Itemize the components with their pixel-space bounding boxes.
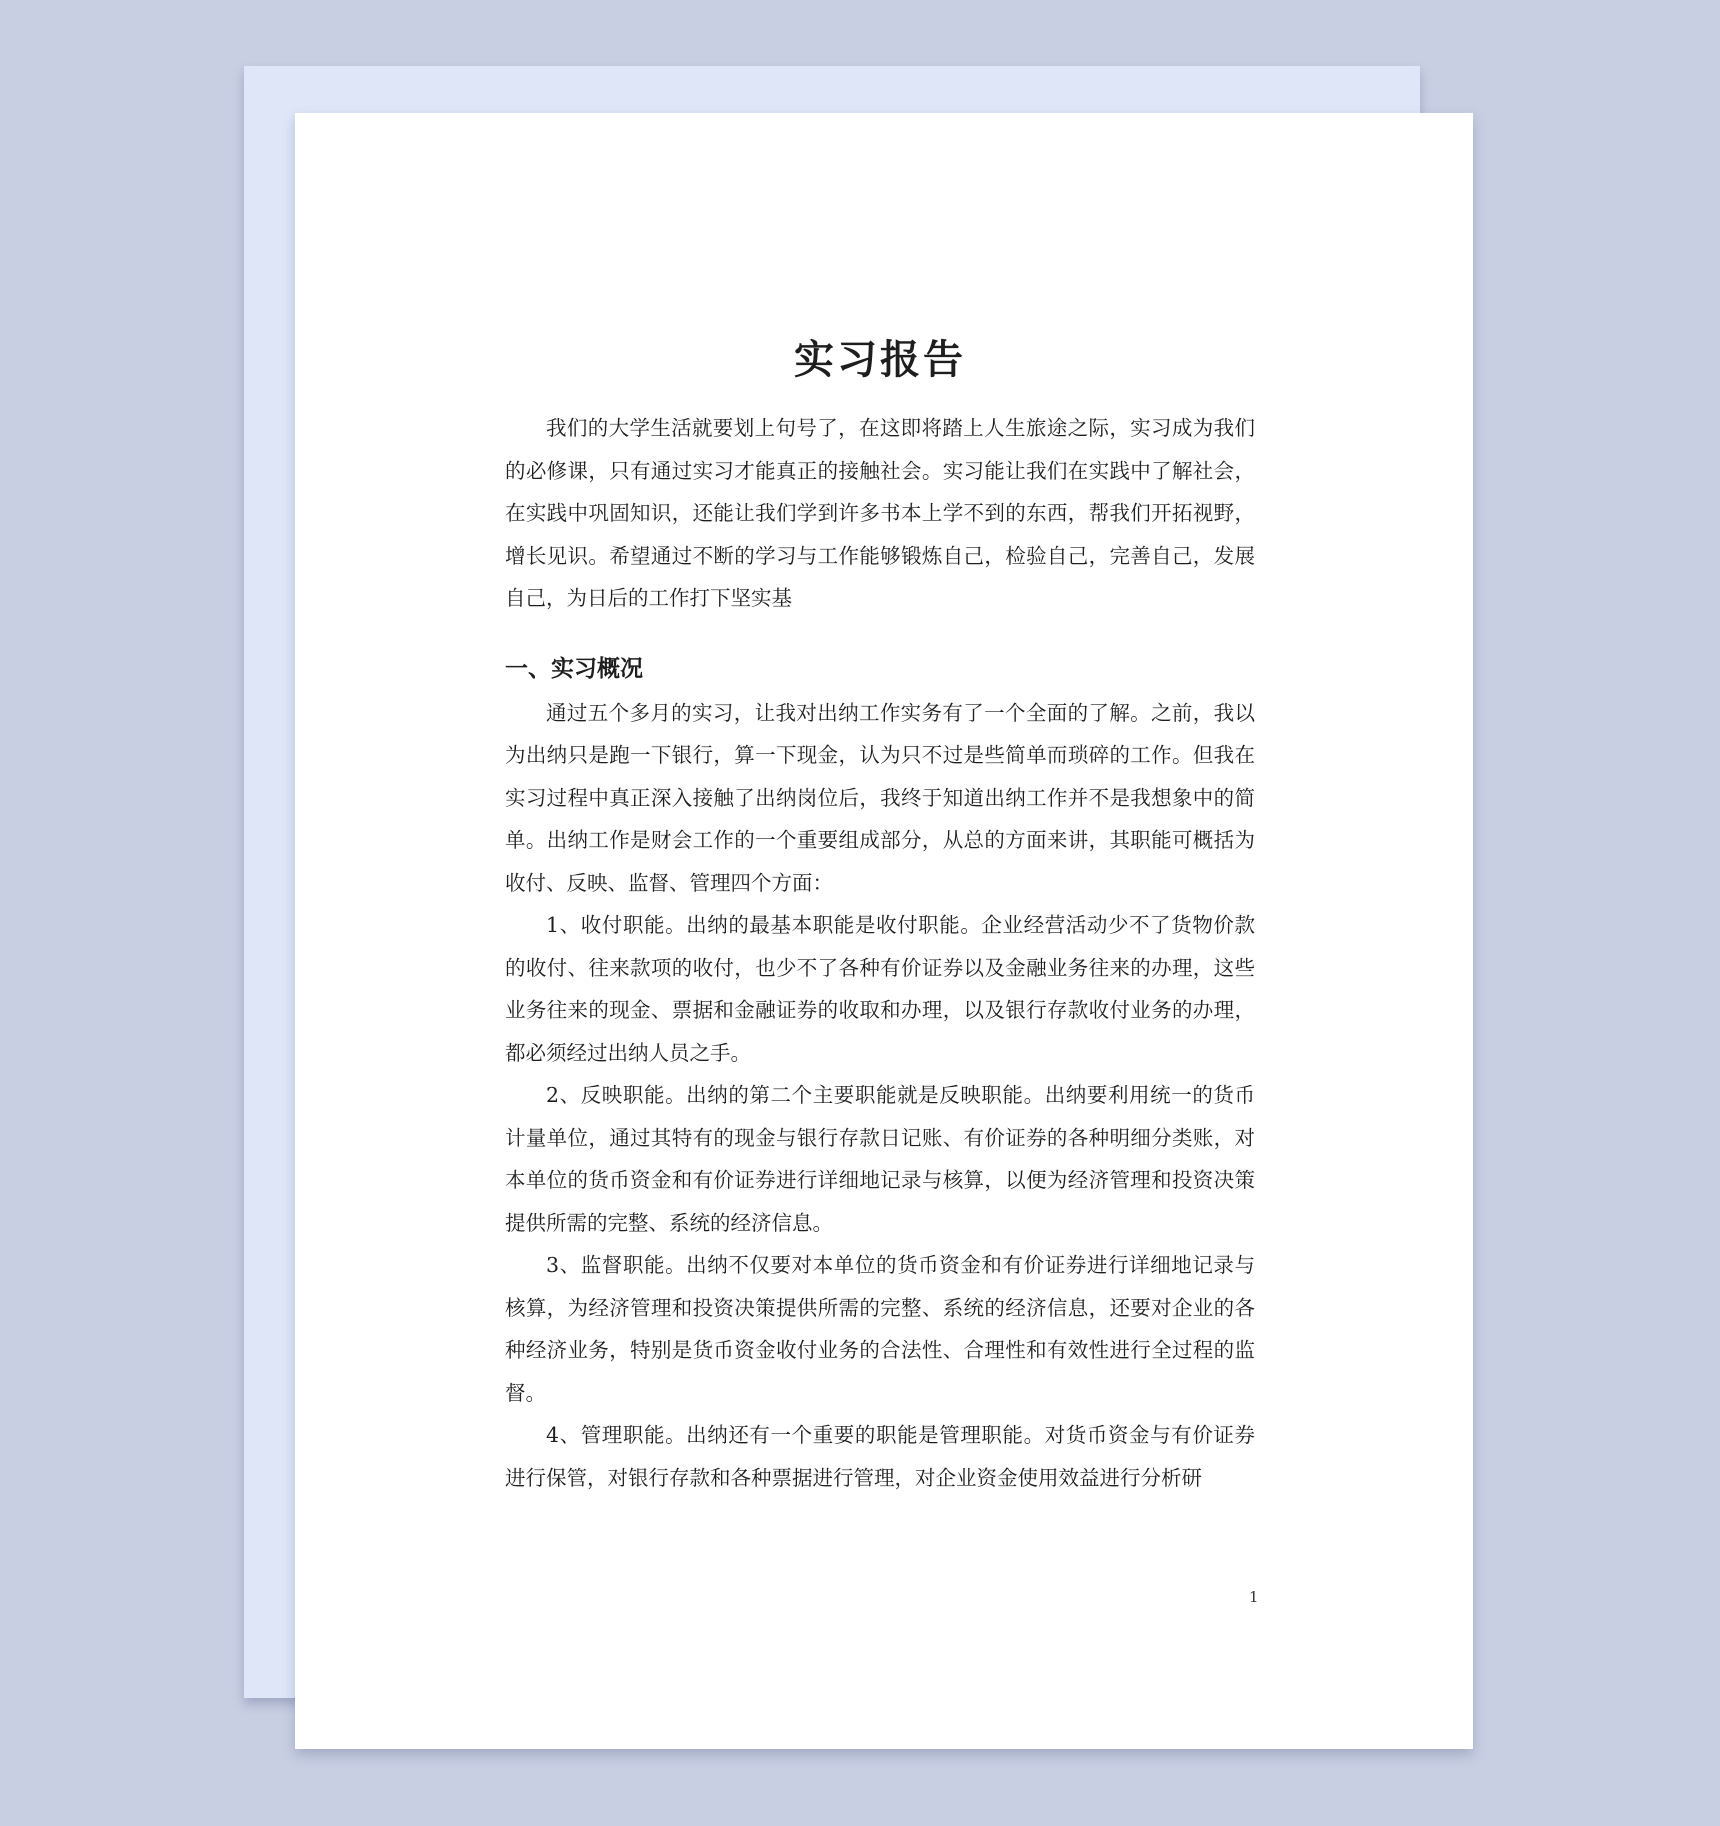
document-title: 实习报告 [794,336,966,383]
section-paragraph-collection-function: 1、收付职能。出纳的最基本职能是收付职能。企业经营活动少不了货物价款的收付、往来款项的收付，也少不了各种有价证券以及金融业务往来的办理，这些业务往来的现金、票据和金融证券的收取和办理，以及银行存款收付业务的办理，都必须经过出纳人员之手。 [505,913,1255,1065]
section-paragraph-reporting-function: 2、反映职能。出纳的第二个主要职能就是反映职能。出纳要利用统一的货币计量单位，通过其特有的现金与银行存款日记账、有价证券的各种明细分类账，对本单位的货币资金和有价证券进行详细地记录与核算，以便为经济管理和投资决策提供所需的完整、系统的经济信息。 [505,1083,1255,1235]
page-content [505,333,1255,1499]
document-page [295,113,1473,1749]
page-number: 1 [1249,1588,1259,1606]
section-paragraph-supervision-function: 3、监督职能。出纳不仅要对本单位的货币资金和有价证券进行详细地记录与核算，为经济管理和投资决策提供所需的完整、系统的经济信息，还要对企业的各种经济业务，特别是货币资金收付业务的合法性、合理性和有效性进行全过程的监督。 [505,1253,1255,1405]
intro-paragraph: 我们的大学生活就要划上句号了，在这即将踏上人生旅途之际，实习成为我们的必修课，只有通过实习才能真正的接触社会。实习能让我们在实践中了解社会，在实践中巩固知识，还能让我们学到许多书本上学不到的东西，帮我们开拓视野，增长见识。希望通过不断的学习与工作能够锻炼自己，检验自己，完善自己，发展自己，为日后的工作打下坚实基 [505,416,1255,610]
section-paragraph-management-function: 4、管理职能。出纳还有一个重要的职能是管理职能。对货币资金与有价证券进行保管，对银行存款和各种票据进行管理，对企业资金使用效益进行分析研 [505,1423,1255,1490]
section-paragraph-overview: 通过五个多月的实习，让我对出纳工作实务有了一个全面的了解。之前，我以为出纳只是跑一下银行，算一下现金，认为只不过是些简单而琐碎的工作。但我在实习过程中真正深入接触了出纳岗位后，我终于知道出纳工作并不是我想象中的简单。出纳工作是财会工作的一个重要组成部分，从总的方面来讲，其职能可概括为收付、反映、监督、管理四个方面： [505,700,1255,895]
section-heading: 一、实习概况 [505,654,643,682]
